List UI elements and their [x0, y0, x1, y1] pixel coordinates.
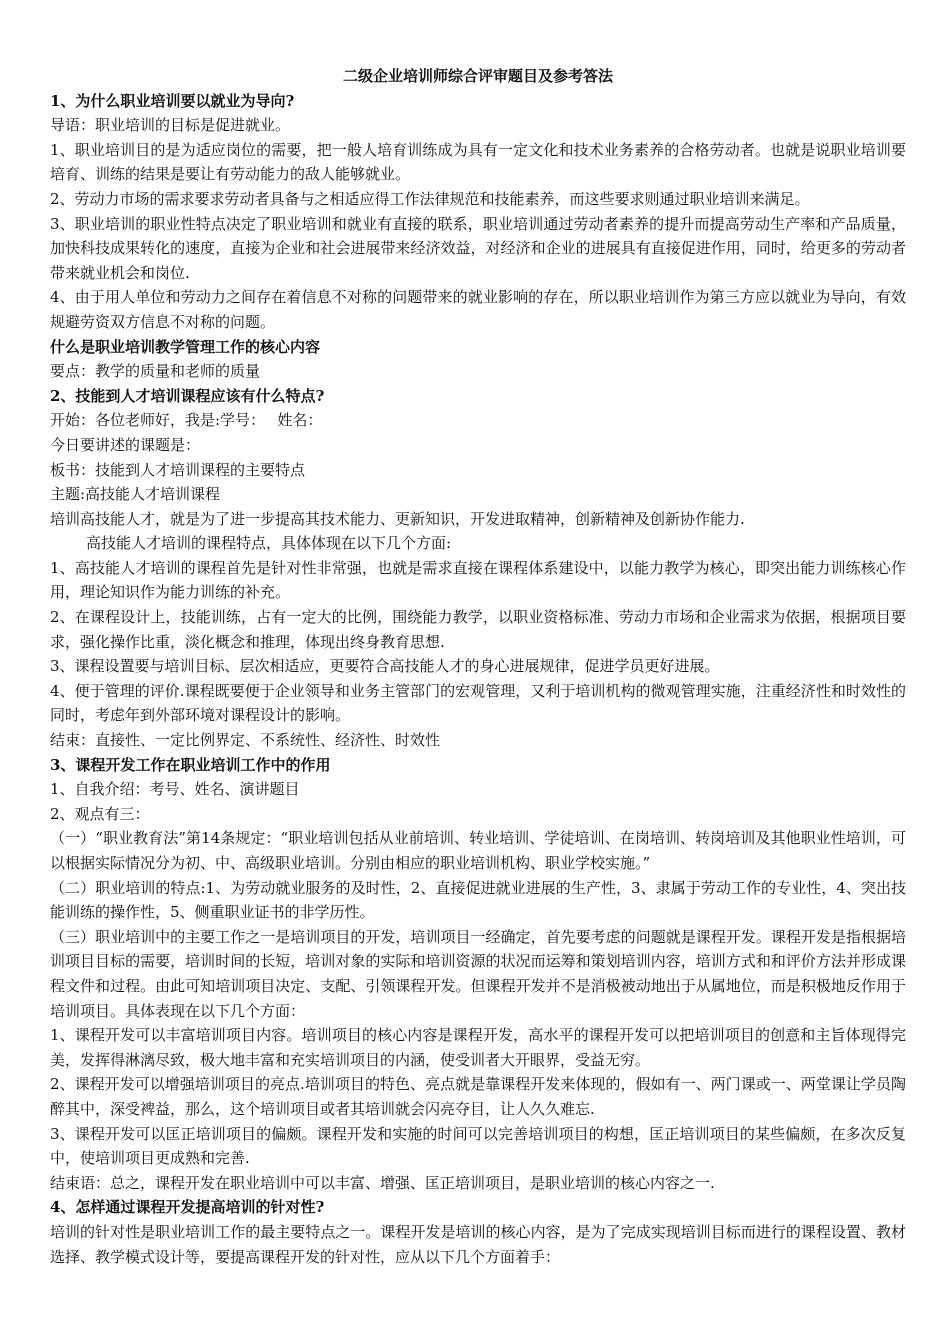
paragraph: 1、高技能人才培训的课程首先是针对性非常强，也就是需求直接在课程体系建设中，以能力教学为核心，即突出能力训练核心作用，理论知识作为能力训练的补充。 [50, 558, 906, 602]
paragraph: 2、课程开发可以增强培训项目的亮点.培训项目的特色、亮点就是靠课程开发来体现的，假如有一、两门课或一、两堂课让学员陶醉其中，深受裨益，那么，这个培训项目或者其培训就会闪亮夺目，让人久久难忘. [50, 1075, 906, 1118]
paragraph: 培训高技能人才，就是为了进一步提高其技术能力、更新知识，开发进取精神，创新精神及创新协作能力. [50, 509, 745, 528]
paragraph: 培训的针对性是职业培训工作的最主要特点之一。课程开发是培训的核心内容，是为了完成实现培训目标而进行的课程设置、教材选择、教学模式设计等，要提高课程开发的针对性，应从以下几个方面着手： [50, 1222, 906, 1266]
paragraph: 4、便于管理的评价.课程既要便于企业领导和业务主管部门的宏观管理，又利于培训机构的微观管理实施，注重经济性和时效性的同时，考虑年到外部环境对课程设计的影响。 [50, 681, 906, 725]
paragraph: 要点：教学的质量和老师的质量 [50, 362, 261, 381]
section-heading: 3、课程开发工作在职业培训工作中的作用 [50, 755, 331, 774]
paragraph: 2、观点有三： [50, 804, 150, 823]
paragraph: 今日要讲述的课题是： [50, 435, 201, 454]
document-body [50, 89, 906, 1270]
document-title: 二级企业培训师综合评审题目及参考答法 [342, 67, 613, 85]
paragraph: 2、劳动力市场的需求要求劳动者具备与之相适应得工作法律规范和技能素养，而这些要求则通过职业培训来满足。 [50, 189, 810, 208]
paragraph: 3、课程设置要与培训目标、层次相适应，更要符合高技能人才的身心进展规律，促进学员更好进展。 [50, 657, 720, 676]
section-heading: 什么是职业培训教学管理工作的核心内容 [50, 337, 321, 356]
paragraph: 3、职业培训的职业性特点决定了职业培训和就业有直接的联系，职业培训通过劳动者素养的提升而提高劳动生产率和产品质量，加快科技成果转化的速度，直接为企业和社会进展带来经济效益，对经济和企业的进展具有直接促进作用，同时，给更多的劳动者带来就业机会和岗位. [50, 214, 906, 282]
section-heading: 4、怎样通过课程开发提高培训的针对性? [50, 1198, 325, 1217]
paragraph: 1、自我介绍：考号、姓名、演讲题目 [50, 780, 300, 799]
paragraph: 4、由于用人单位和劳动力之间存在着信息不对称的问题带来的就业影响的存在，所以职业培训作为第三方应以就业为导向，有效规避劳资双方信息不对称的问题。 [50, 288, 906, 331]
paragraph: 主题:高技能人才培训课程 [50, 485, 221, 504]
paragraph: 结束：直接性、一定比例界定、不系统性、经济性、时效性 [50, 731, 441, 750]
paragraph: 1、职业培训目的是为适应岗位的需要，把一般人培育训练成为具有一定文化和技术业务素养的合格劳动者。也就是说职业培训要培育、训练的结果是要让有劳动能力的敌人能够就业。 [50, 140, 906, 184]
paragraph: （三）职业培训中的主要工作之一是培训项目的开发，培训项目一经确定，首先要考虑的问题就是课程开发。课程开发是指根据培训项目目标的需要，培训时间的长短，培训对象的实际和培训资源的状况而运筹和策划培训内容，培训方式和和评价方法并形成课程文件和过程。由此可知培训项目决定、支配、引领课程开发。但课程开发并不是消极被动地出于从属地位，而是积极地反作用于培训项目。具体表现在以下几个方面： [50, 927, 906, 1020]
paragraph: 1、课程开发可以丰富培训项目内容。培训项目的核心内容是课程开发，高水平的课程开发可以把培训项目的创意和主旨体现得完美，发挥得淋漓尽致，极大地丰富和充实培训项目的内涵，使受训者大开眼界，受益无穷。 [50, 1026, 906, 1069]
paragraph: 板书：技能到人才培训课程的主要特点 [50, 460, 306, 479]
paragraph: （二）职业培训的特点:1、为劳动就业服务的及时性，2、直接促进就业进展的生产性，3、隶属于劳动工作的专业性，4、突出技能训练的操作性，5、侧重职业证书的非学历性。 [50, 878, 906, 922]
paragraph: （一）“职业教育法”第14条规定：“职业培训包括从业前培训、转业培训、学徒培训、在岗培训、转岗培训及其他职业性培训，可以根据实际情况分为初、中、高级职业培训。分别由相应的职业培训机构、职业学校实施。” [50, 829, 906, 872]
paragraph: 2、在课程设计上，技能训练，占有一定大的比例，围绕能力教学，以职业资格标准、劳动力市场和企业需求为依据，根据项目要求，强化操作比重，淡化概念和推理，体现出终身教育思想. [50, 608, 906, 651]
paragraph: 高技能人才培训的课程特点，具体体现在以下几个方面: [86, 534, 452, 553]
paragraph: 开始：各位老师好，我是:学号： 姓名： [50, 411, 323, 430]
paragraph: 结束语：总之，课程开发在职业培训中可以丰富、增强、匡正培训项目，是职业培训的核心内容之一. [50, 1173, 715, 1192]
section-heading: 2、技能到人才培训课程应该有什么特点? [50, 386, 325, 405]
section-heading: 1、为什么职业培训要以就业为导向? [50, 91, 295, 110]
paragraph: 3、课程开发可以匡正培训项目的偏颇。课程开发和实施的时间可以完善培训项目的构想，匡正培训项目的某些偏颇，在多次反复中，使培训项目更成熟和完善. [50, 1124, 906, 1168]
paragraph: 导语：职业培训的目标是促进就业。 [50, 116, 291, 135]
